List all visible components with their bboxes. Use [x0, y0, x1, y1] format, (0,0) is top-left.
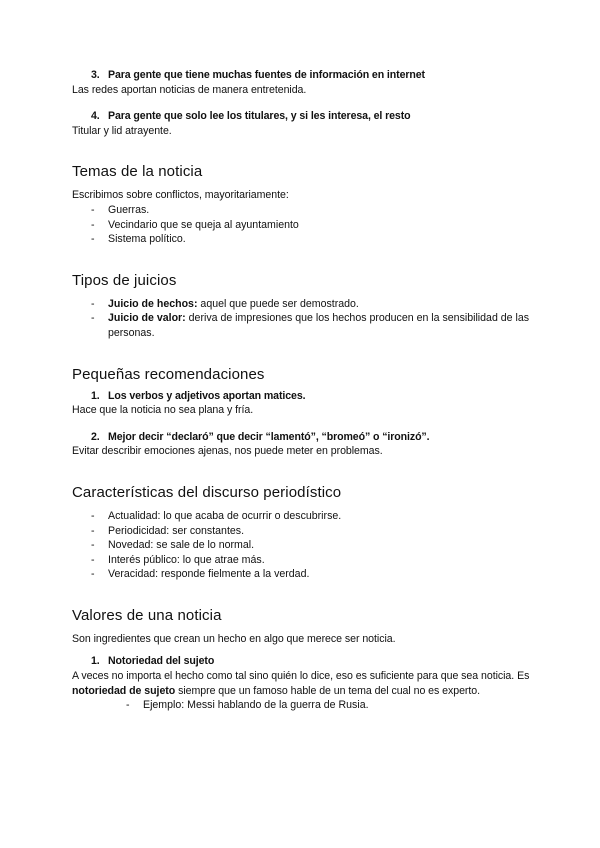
term-definition: aquel que puede ser demostrado. — [197, 297, 359, 310]
dash-bullet: - — [91, 509, 95, 522]
section-heading-temas: Temas de la noticia — [72, 163, 203, 181]
list-item — [72, 698, 532, 713]
list-item — [72, 553, 532, 568]
section-heading-juicios: Tipos de juicios — [72, 271, 177, 289]
bullet-list-example — [72, 698, 532, 713]
list-item-text: Sistema político. — [108, 233, 186, 246]
term-definition: deriva de impresiones que los hechos producen en la sensibilidad de las personas. — [108, 312, 530, 339]
list-item — [72, 232, 532, 247]
list-item — [72, 203, 532, 218]
paragraph: Evitar describir emociones ajenas, nos puede meter en problemas. — [72, 445, 383, 458]
item-number: 1. — [91, 655, 100, 668]
numbered-heading-3 — [72, 68, 532, 83]
paragraph: Hace que la noticia no sea plana y fría. — [72, 404, 254, 417]
item-number: 1. — [91, 389, 100, 402]
list-item-text: Interés público: lo que atrae más. — [108, 553, 265, 566]
dash-bullet: - — [91, 539, 95, 552]
list-item-text: Veracidad: responde fielmente a la verdad. — [108, 568, 310, 581]
numbered-heading-1 — [72, 389, 532, 404]
list-item — [72, 538, 532, 553]
list-item-text: Guerras. — [108, 203, 150, 216]
paragraph: Titular y lid atrayente. — [72, 124, 172, 137]
item-number: 4. — [91, 110, 100, 123]
list-item-text: Ejemplo: Messi hablando de la guerra de Rusia. — [143, 699, 369, 712]
numbered-heading-4 — [72, 109, 532, 124]
list-item-text: Novedad: se sale de lo normal. — [108, 539, 255, 552]
item-title: Para gente que tiene muchas fuentes de información en internet — [108, 69, 425, 81]
dash-bullet: - — [91, 312, 95, 325]
item-title: Los verbos y adjetivos aportan matices. — [108, 389, 306, 402]
list-item-text — [108, 297, 532, 312]
bullet-list-caracteristicas — [72, 509, 532, 582]
list-item — [72, 297, 532, 312]
list-item-text: Actualidad: lo que acaba de ocurrir o descubrirse. — [108, 509, 342, 522]
list-item — [72, 567, 532, 582]
section-heading-recomendaciones: Pequeñas recomendaciones — [72, 365, 265, 383]
term-label: Juicio de valor: — [108, 312, 186, 325]
paragraph: Escribimos sobre conflictos, mayoritariamente: — [72, 189, 289, 202]
list-item-text: Periodicidad: ser constantes. — [108, 524, 245, 537]
list-item — [72, 311, 532, 340]
bold-term: notoriedad de sujeto — [72, 684, 176, 697]
section-heading-caracteristicas: Características del discurso periodístico — [72, 483, 342, 501]
item-number: 3. — [91, 69, 100, 81]
dash-bullet: - — [126, 699, 130, 712]
paragraph: Las redes aportan noticias de manera entretenida. — [72, 83, 307, 96]
numbered-heading-2 — [72, 430, 532, 445]
section-heading-valores: Valores de una noticia — [72, 606, 222, 624]
bullet-list-temas — [72, 203, 532, 247]
dash-bullet: - — [91, 203, 95, 216]
item-title: Notoriedad del sujeto — [108, 655, 215, 668]
list-item-text — [108, 311, 532, 340]
dash-bullet: - — [91, 297, 95, 310]
dash-bullet: - — [91, 524, 95, 537]
bullet-list-juicios — [72, 297, 532, 341]
list-item — [72, 524, 532, 539]
numbered-heading-valores-1 — [72, 654, 532, 669]
text-run: siempre que un famoso hable de un tema del cual no es experto. — [175, 684, 481, 697]
item-title: Para gente que solo lee los titulares, y si les interesa, el resto — [108, 110, 411, 123]
list-item-text: Vecindario que se queja al ayuntamiento — [108, 218, 299, 231]
dash-bullet: - — [91, 553, 95, 566]
paragraph — [72, 669, 532, 698]
dash-bullet: - — [91, 233, 95, 246]
dash-bullet: - — [91, 568, 95, 581]
item-number: 2. — [91, 430, 100, 443]
term-label: Juicio de hechos: — [108, 297, 198, 310]
list-item — [72, 218, 532, 233]
paragraph: Son ingredientes que crean un hecho en algo que merece ser noticia. — [72, 632, 396, 645]
document-page — [72, 68, 532, 713]
list-item — [72, 509, 532, 524]
dash-bullet: - — [91, 218, 95, 231]
text-run: A veces no importa el hecho como tal sino quién lo dice, eso es suficiente para que sea noticia. Es — [72, 670, 530, 683]
item-title: Mejor decir “declaró” que decir “lamentó”, “bromeó” o “ironizó”. — [108, 430, 430, 443]
